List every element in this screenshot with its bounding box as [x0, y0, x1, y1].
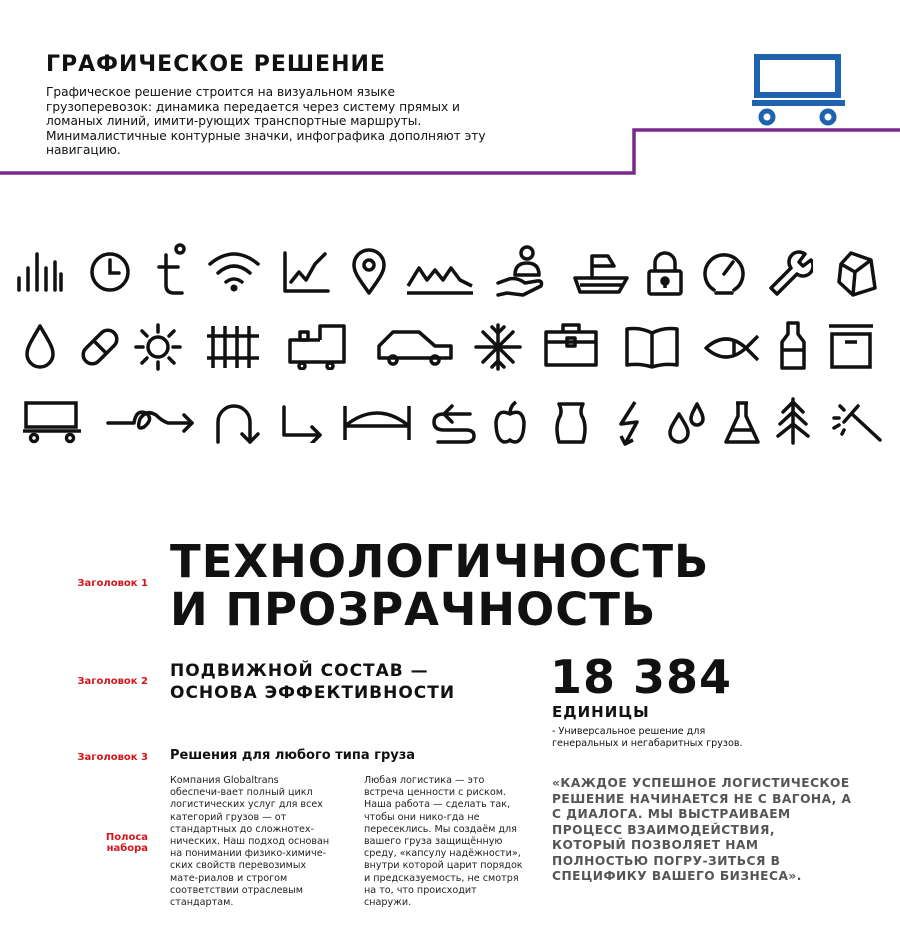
heading-1-line-2: И ПРОЗРАЧНОСТЬ	[170, 583, 657, 636]
wrench-icon	[765, 250, 813, 298]
heading-1-line-1: ТЕХНОЛОГИЧНОСТЬ	[170, 535, 710, 588]
book-icon	[624, 325, 680, 369]
label-body-text: Полоса набора	[105, 832, 148, 854]
label-heading-1: Заголовок 1	[77, 578, 148, 589]
crystal-icon	[835, 250, 877, 298]
heading-2-line-2: ОСНОВА ЭФФЕКТИВНОСТИ	[170, 683, 456, 703]
zigzag-arrow-icon	[430, 402, 480, 446]
wifi-icon	[207, 250, 261, 292]
line-chart-icon	[282, 250, 330, 295]
mountains-icon	[405, 262, 475, 296]
car-icon	[375, 328, 455, 366]
section-title: ГРАФИЧЕСКОЕ РЕШЕНИЕ	[46, 52, 386, 77]
u-turn-arrow-icon	[214, 402, 264, 446]
gauge-icon	[700, 248, 748, 296]
bottle-icon	[778, 320, 808, 372]
briefcase-icon	[543, 322, 599, 368]
stat-note: - Универсальное решение для генеральных и негабаритных грузов.	[552, 726, 743, 749]
tree-icon	[775, 396, 811, 446]
label-heading-3: Заголовок 3	[77, 752, 148, 763]
box-icon	[827, 322, 875, 370]
bag-icon	[553, 400, 589, 446]
sun-icon	[134, 323, 182, 371]
body-column-1: Компания Globaltrans обеспечи-вает полный цикл логистических услуг для всех категорий грузов — от стандартных до сложнотех-нических. Наш подход основан на понимании физико-химиче-ских свойств перевозимых мате-риалов и строгом соответствии отраслевым стандартам.	[170, 775, 330, 909]
heading-3: Решения для любого типа груза	[170, 748, 416, 763]
flask-icon	[722, 400, 762, 446]
hammer-icon	[830, 400, 884, 444]
wagon-icon	[22, 400, 82, 444]
heading-2	[170, 660, 455, 704]
bar-chart-icon	[16, 250, 64, 295]
apple-icon	[492, 400, 528, 446]
drop-icon	[22, 322, 58, 370]
stat-number: 18 384	[550, 650, 733, 704]
heading-2-line-1: ПОДВИЖНОЙ СОСТАВ —	[170, 661, 429, 681]
locomotive-icon	[286, 322, 348, 370]
snowflake-icon	[474, 322, 522, 372]
hand-person-icon	[495, 243, 550, 301]
drops-icon	[665, 400, 709, 446]
lock-icon	[646, 251, 684, 297]
stat-unit: ЕДИНИЦЫ	[552, 703, 650, 721]
label-heading-2: Заголовок 2	[77, 676, 148, 687]
lightning-icon	[615, 400, 645, 446]
t-pin-icon	[156, 243, 192, 298]
map-pin-icon	[350, 247, 388, 297]
rail-track-icon	[205, 324, 261, 370]
clock-icon	[88, 250, 133, 295]
loop-arrow-icon	[106, 405, 198, 441]
quote: «КАЖДОЕ УСПЕШНОЕ ЛОГИСТИЧЕСКОЕ РЕШЕНИЕ НАЧИНАЕТСЯ НЕ С ВАГОНА, А С ДИАЛОГА. МЫ ВЫСТРАИВАЕМ ПРОЦЕСС ВЗАИМОДЕЙСТВИЯ, КОТОРЫЙ ПОЗВОЛЯЕТ НАМ ПОЛНОСТЬЮ ПОГРУ-ЗИТЬСЯ В СПЕЦИФИКУ ВАШЕГО БИЗНЕСА».	[552, 776, 852, 883]
body-column-2: Любая логистика — это встреча ценности с риском. Наша работа — сделать так, чтобы они нико-гда не пересеклись. Мы создаём для вашего груза защищённую среду, «капсулу надёжности», внутри которой царит порядок и предсказуемость, не смотря на то, что происходит снаружи.	[364, 775, 523, 909]
pill-icon	[78, 325, 122, 369]
heading-1	[170, 535, 710, 636]
turn-arrow-icon	[280, 405, 324, 443]
intro-text: Графическое решение строится на визуальном языке грузоперевозок: динамика передается через систему прямых и ломаных линий, имити-рующих транспортные маршруты. Минималистичные контурные значки, инфографика дополняют эту навигацию.	[46, 85, 486, 157]
wagon-logo-icon	[752, 54, 847, 129]
ship-icon	[572, 250, 630, 298]
bridge-icon	[342, 404, 412, 442]
fish-icon	[698, 328, 760, 368]
